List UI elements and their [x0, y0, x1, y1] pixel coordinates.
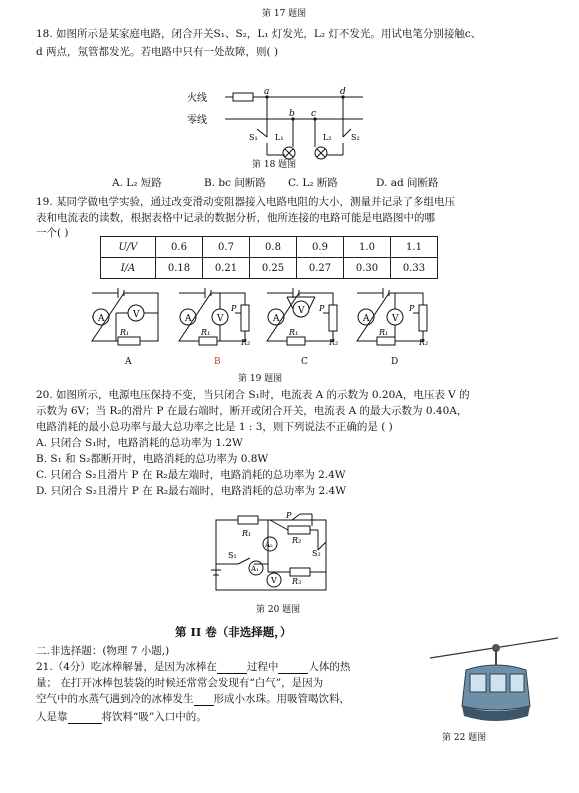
table-cell: 0.8	[250, 237, 297, 258]
answer-blank-2[interactable]	[278, 663, 308, 674]
q20-text-line3: 电路消耗的最小总功率与最大总功率之比是 1 : 3，则下列说法不正确的是 ( )	[36, 421, 393, 433]
q19-data-table	[100, 236, 438, 279]
q18-option-d: D. ad 间断路	[376, 177, 439, 189]
part2-heading: 第 II 卷（非选择题，）	[175, 625, 292, 639]
live-wire-label: 火线	[187, 93, 207, 104]
q21-line1-part1: 21.（4分）吃冰棒解暑，是因为冰棒在	[36, 661, 217, 673]
answer-blank-3[interactable]	[194, 695, 214, 706]
q21-line1-part2: 过程中	[246, 661, 279, 673]
fig19-circuit-d	[353, 285, 435, 347]
fig19-label-a: A	[125, 357, 132, 367]
q18-option-b: B. bc 间断路	[204, 177, 266, 189]
fig22-caption: 第 22 题图	[442, 733, 487, 743]
fig19-label-b: B	[214, 357, 221, 367]
r1-label: R₁	[120, 328, 130, 337]
voltmeter-icon: V	[298, 306, 305, 316]
slider-p-label: P	[231, 304, 237, 313]
point-b: b	[289, 109, 295, 119]
section-heading: 二.非选择题：(物理 7 小题,)	[36, 645, 170, 657]
q18-text-line1: 18. 如图所示是某家庭电路，闭合开关S₁、S₂，L₁ 灯发光，L₂ 灯不发光。用试电笔分别接触c、	[36, 28, 482, 40]
q20-text-line1: 20. 如图所示，电源电压保持不变，当只闭合 S₁时，电流表 A 的示数为 0.20A，电压表 V 的	[36, 389, 470, 401]
r2-label: R₂	[329, 338, 339, 347]
fig19-caption: 第 19 题图	[238, 374, 283, 384]
switch-s2-label: S₂	[351, 133, 360, 142]
fig19-label-c: C	[301, 357, 308, 367]
table-row	[101, 237, 438, 258]
table-cell: 0.27	[297, 258, 344, 279]
table-cell: 0.30	[344, 258, 391, 279]
table-cell: 0.18	[156, 258, 203, 279]
q19-text-line2: 表和电流表的读数，根据表格中记录的数据分析，他所连接的电路可能是电路图中的哪	[36, 212, 435, 224]
fig17-caption: 第 17 题图	[262, 9, 307, 19]
q20-text-line2: 示数为 6V；当 R₂的滑片 P 在最右端时，断开或闭合开关，电流表 A 的最大示数为 0.40A，	[36, 405, 468, 417]
table-cell: 0.25	[250, 258, 297, 279]
voltmeter-icon: V	[217, 314, 224, 324]
r3-label: R₃	[292, 577, 302, 586]
neutral-wire-label: 零线	[187, 115, 207, 126]
fig20-caption: 第 20 题图	[256, 605, 301, 615]
q21-line4-part1: 人是靠	[36, 711, 68, 723]
r1-label: R₁	[379, 328, 389, 337]
ammeter-a2-icon: A₂	[265, 541, 273, 549]
table-cell: 0.6	[156, 237, 203, 258]
answer-blank-1[interactable]	[217, 663, 247, 674]
q18-option-c: C. L₂ 断路	[288, 177, 338, 189]
ammeter-icon: A	[273, 314, 280, 324]
r2-label: R₂	[241, 338, 251, 347]
r1-label: R₁	[242, 529, 252, 538]
lamp-l1-label: L₁	[275, 133, 284, 142]
fig18-caption: 第 18 题图	[252, 160, 297, 170]
table-row	[101, 258, 438, 279]
switch-s1-label: S₁	[249, 133, 258, 142]
current-header: I/A	[101, 258, 156, 279]
fig19-circuit-c	[263, 285, 345, 347]
table-cell: 1.0	[344, 237, 391, 258]
ammeter-icon: A	[98, 314, 105, 324]
voltmeter-icon: V	[392, 314, 399, 324]
voltmeter-icon: V	[133, 310, 140, 320]
q21-line1	[36, 660, 350, 674]
table-cell: 0.7	[203, 237, 250, 258]
r1-label: R₁	[201, 328, 211, 337]
point-c: c	[311, 109, 317, 119]
ammeter-icon: A	[185, 314, 192, 324]
table-cell: 1.1	[391, 237, 438, 258]
q19-text-line3: 一个( )	[36, 227, 69, 239]
point-a: a	[264, 87, 270, 97]
cable-car-image	[430, 636, 560, 732]
q18-text-line2: d 两点，氖管都发光。若电路中只有一处故障，则( )	[36, 46, 279, 58]
lamp-l2-label: L₂	[323, 133, 332, 142]
slider-p-label: P	[319, 304, 325, 313]
answer-blank-4[interactable]	[68, 713, 102, 724]
q19-text-line1: 19. 某同学做电学实验，通过改变滑动变阻器接入电路电阻的大小，测量并记录了多组电压	[36, 196, 456, 208]
r2-label: R₂	[419, 338, 429, 347]
ammeter-a1-icon: A₁	[251, 565, 259, 573]
r1-label: R₁	[289, 328, 299, 337]
voltage-header: U/V	[101, 237, 156, 258]
fig20-circuit	[208, 512, 338, 602]
s1-label: S₁	[228, 551, 237, 560]
r2-label: R₂	[292, 536, 302, 545]
q20-option-a: A. 只闭合 S₁时，电路消耗的总功率为 1.2W	[36, 437, 243, 449]
q18-option-a: A. L₂ 短路	[112, 177, 162, 189]
slider-p-label: P	[286, 511, 292, 520]
q21-line1-part3: 人体的热	[308, 661, 351, 673]
q21-line4	[36, 710, 207, 724]
q21-line3-part2: 形成小水珠。用吸管喝饮料，	[213, 693, 350, 705]
q21-line4-part2: 将饮料“吸”入口中的。	[101, 711, 207, 723]
fig19-label-d: D	[391, 357, 399, 367]
slider-p-label: P	[409, 304, 415, 313]
table-cell: 0.33	[391, 258, 438, 279]
table-cell: 0.21	[203, 258, 250, 279]
voltmeter-icon: V	[271, 576, 277, 585]
q20-option-c: C. 只闭合 S₂且滑片 P 在 R₂最左端时，电路消耗的总功率为 2.4W	[36, 469, 346, 481]
q21-line2: 量； 在打开冰棒包装袋的时候还常常会发现有“白气”，是因为	[36, 677, 324, 689]
s2-label: S₂	[312, 549, 321, 558]
ammeter-icon: A	[363, 314, 370, 324]
fig19-circuit-a	[88, 285, 166, 345]
q20-option-d: D. 只闭合 S₂且滑片 P 在 R₂最右端时，电路消耗的总功率为 2.4W	[36, 485, 346, 497]
table-cell: 0.9	[297, 237, 344, 258]
q21-line3-part1: 空气中的水蒸气遇到冷的冰棒发生	[36, 693, 194, 705]
q21-line3	[36, 692, 350, 706]
fig19-circuit-b	[175, 285, 257, 347]
point-d: d	[340, 87, 346, 97]
q20-option-b: B. S₁ 和 S₂都断开时，电路消耗的总功率为 0.8W	[36, 453, 269, 465]
